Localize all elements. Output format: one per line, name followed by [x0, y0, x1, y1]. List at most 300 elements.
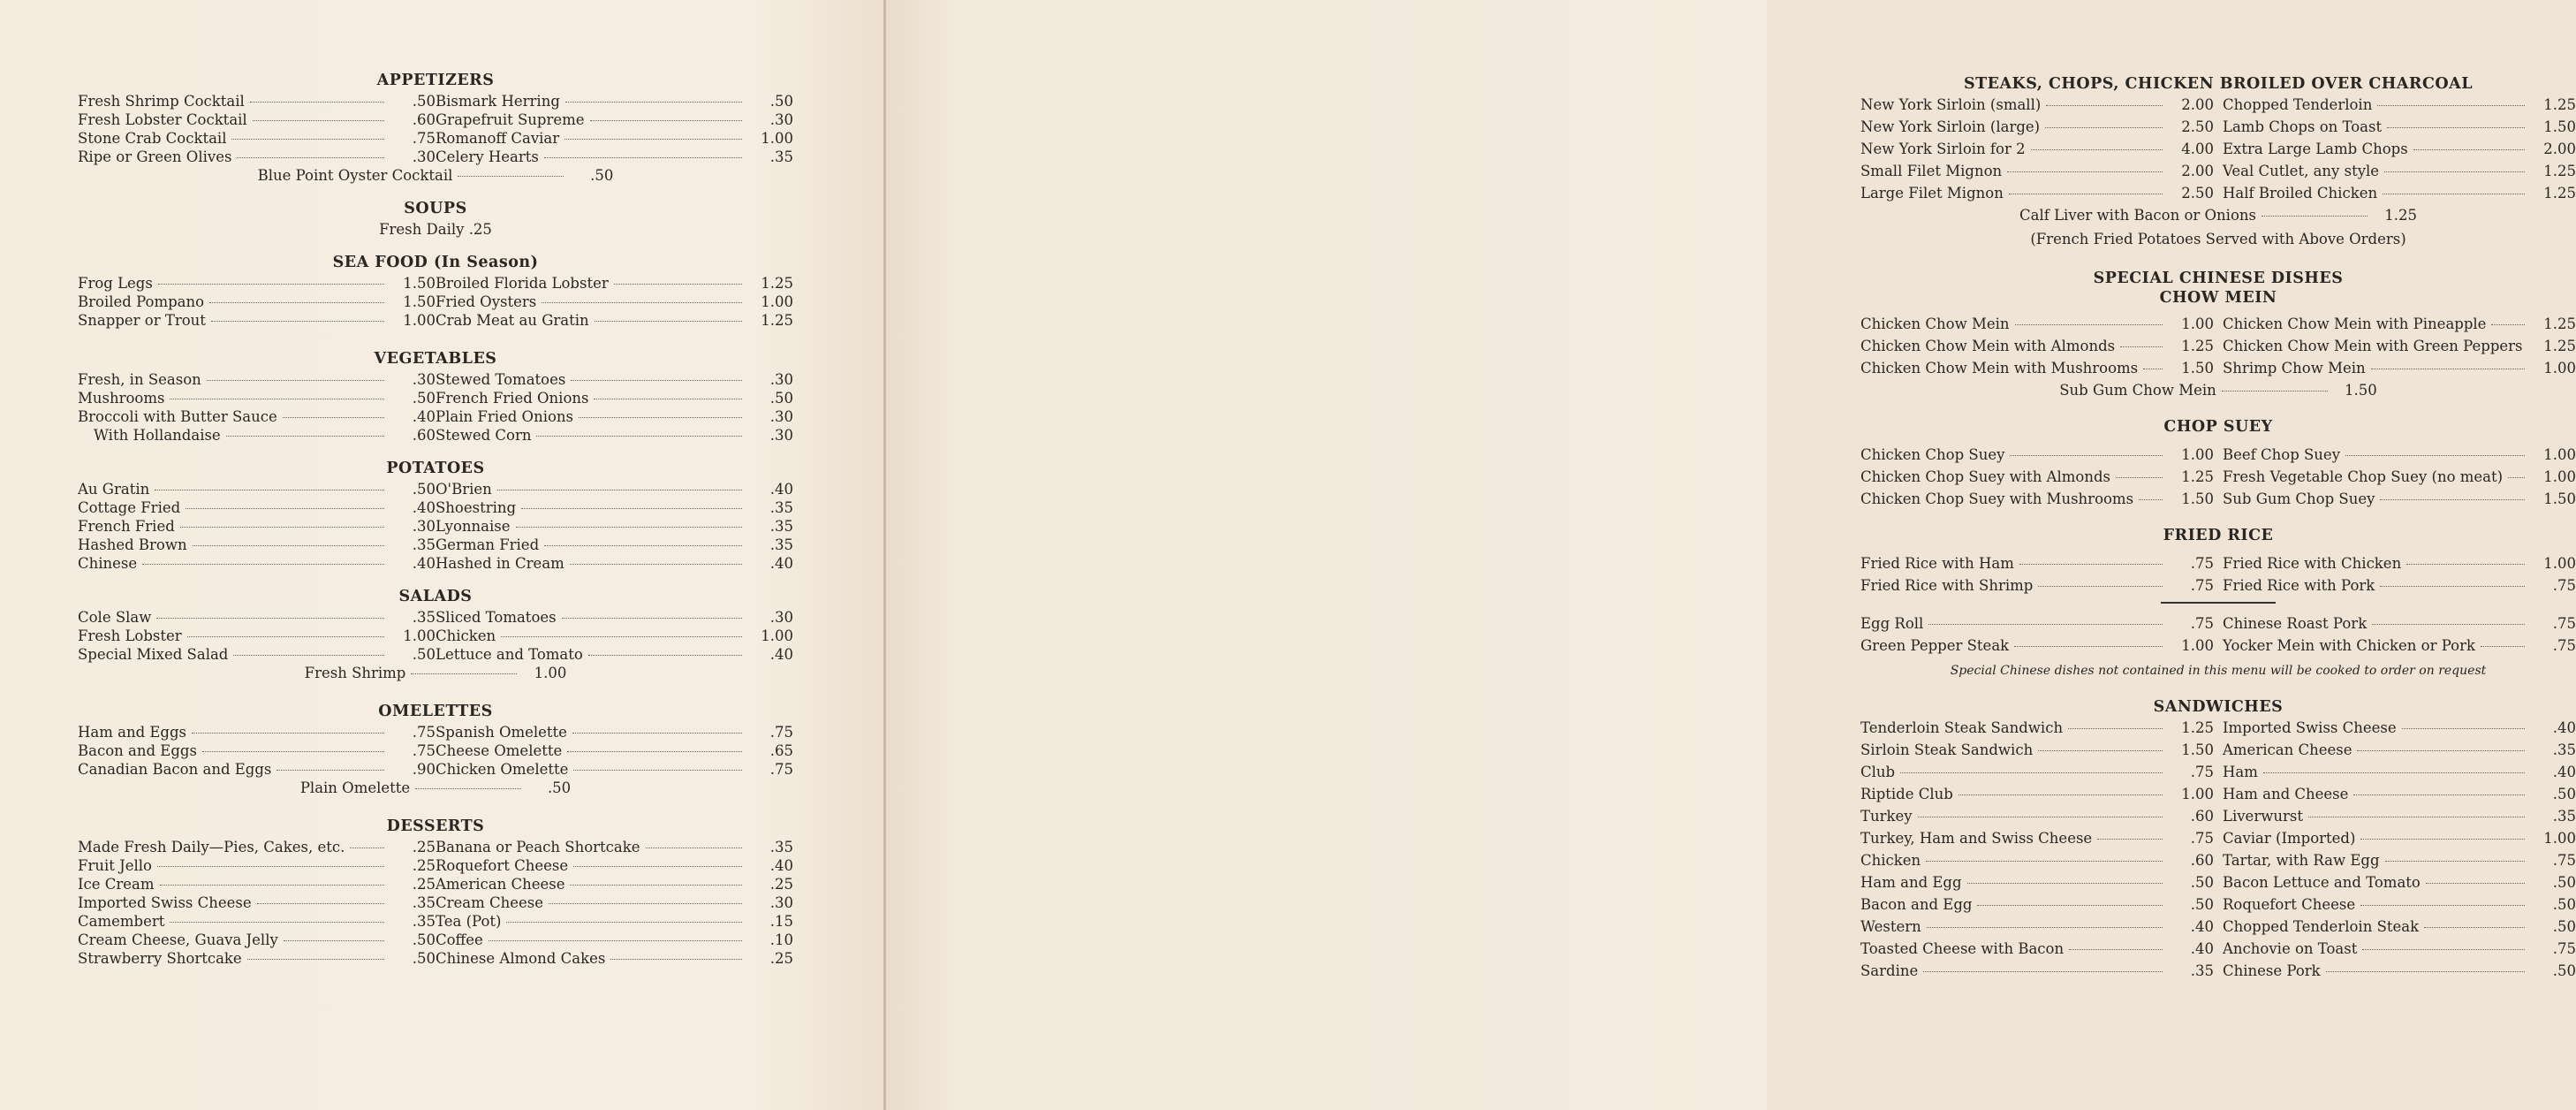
menu-item-name: Sub Gum Chop Suey — [2223, 490, 2375, 507]
leader-dots — [2353, 794, 2525, 795]
menu-item-price: .75 — [2190, 615, 2214, 632]
leader-dots — [247, 959, 384, 960]
menu-item-name: Chicken Chow Mein with Almonds — [1860, 338, 2116, 354]
leader-dots — [415, 788, 521, 789]
leader-dots — [2406, 564, 2525, 565]
menu-item-name: Frog Legs — [78, 275, 153, 292]
menu-item-price: 2.00 — [2181, 163, 2214, 179]
menu-item-name: Bismark Herring — [436, 93, 560, 110]
menu-item-name: Celery Hearts — [436, 148, 539, 165]
menu-item — [1860, 851, 2214, 873]
menu-column — [436, 838, 793, 968]
menu-item — [78, 856, 436, 875]
menu-item-price: 1.25 — [2543, 163, 2576, 179]
menu-item-price: .25 — [412, 876, 436, 893]
menu-item-name: Ice Cream — [78, 876, 155, 893]
leader-dots — [521, 508, 742, 509]
menu-item-price: .35 — [769, 499, 793, 516]
menu-item — [2223, 184, 2576, 206]
menu-item-price: 1.25 — [2384, 207, 2417, 224]
menu-item-price: .90 — [412, 761, 436, 778]
menu-item — [2223, 576, 2576, 598]
menu-item — [78, 293, 436, 311]
menu-item-price: .40 — [2190, 940, 2214, 957]
menu-item-name: Extra Large Lamb Chops — [2223, 141, 2408, 157]
menu-item-name: American Cheese — [2223, 741, 2352, 758]
menu-item-price: 1.25 — [2181, 719, 2214, 736]
menu-item-name: Egg Roll — [1860, 615, 1924, 632]
menu-item-price: .75 — [769, 761, 793, 778]
menu-item — [78, 627, 436, 645]
menu-item — [436, 949, 793, 968]
menu-item — [78, 741, 436, 760]
leader-dots — [2491, 324, 2525, 325]
leader-dots — [544, 545, 742, 546]
menu-column — [436, 274, 793, 330]
menu-item-name: Stewed Corn — [436, 427, 532, 444]
menu-item-name: Chicken Chow Mein — [1860, 316, 2010, 332]
leader-dots — [536, 436, 742, 437]
leader-dots — [1926, 861, 2163, 862]
menu-item — [436, 426, 793, 445]
menu-item-name: Cream Cheese — [436, 894, 544, 911]
menu-item-name: Plain Omelette — [299, 779, 411, 796]
leader-dots — [2402, 728, 2525, 729]
leader-dots — [588, 655, 742, 656]
menu-item-name: Plain Fried Onions — [436, 408, 574, 425]
menu-item — [436, 498, 793, 517]
leader-dots — [2069, 949, 2163, 950]
section-title: SANDWICHES — [2153, 698, 2284, 716]
menu-column — [2223, 445, 2576, 512]
right-page — [886, 0, 2576, 1110]
menu-item — [1860, 785, 2214, 807]
menu-item — [436, 760, 793, 779]
menu-item — [1860, 763, 2214, 785]
menu-item — [78, 407, 436, 426]
menu-item-price: .75 — [2190, 830, 2214, 847]
menu-item-price: 1.25 — [2543, 185, 2576, 201]
menu-item-name: Strawberry Shortcake — [78, 950, 242, 967]
menu-item-name: Chicken Chop Suey with Almonds — [1860, 468, 2110, 485]
menu-column — [2223, 554, 2576, 598]
center-item — [1860, 206, 2576, 228]
menu-item-price: .75 — [2552, 852, 2576, 869]
menu-item-name: Hashed in Cream — [436, 555, 564, 572]
center-item — [1860, 381, 2576, 403]
menu-item-price: 1.50 — [2181, 360, 2214, 376]
menu-item — [1860, 939, 2214, 962]
menu-item-name: Chopped Tenderloin Steak — [2223, 918, 2420, 935]
menu-item — [2223, 445, 2576, 468]
leader-dots — [2345, 455, 2525, 456]
leader-dots — [1923, 971, 2163, 972]
section-columns — [1860, 554, 2576, 598]
leader-dots — [237, 157, 384, 158]
menu-item — [1860, 184, 2214, 206]
menu-item-price: .50 — [2552, 962, 2576, 979]
leader-dots — [2387, 127, 2525, 128]
menu-item — [78, 760, 436, 779]
menu-item — [1860, 554, 2214, 576]
section-columns — [1860, 315, 2576, 381]
menu-item-price: 4.00 — [2181, 141, 2214, 157]
menu-item-name: Western — [1860, 918, 1921, 935]
menu-item-name: Stewed Tomatoes — [436, 371, 566, 388]
menu-item-price: 1.50 — [2181, 490, 2214, 507]
menu-column — [78, 274, 436, 330]
menu-item-price: 1.25 — [761, 275, 793, 292]
menu-item-price: .60 — [2190, 808, 2214, 825]
menu-item-price: .75 — [2552, 577, 2576, 594]
leader-dots — [2385, 861, 2525, 862]
menu-item-price: 1.00 — [2181, 637, 2214, 654]
menu-item — [436, 110, 793, 129]
leader-dots — [506, 922, 742, 923]
menu-item-name: Calf Liver with Bacon or Onions — [2019, 207, 2256, 224]
menu-item-name: Special Mixed Salad — [78, 646, 229, 663]
menu-item-price: .40 — [769, 555, 793, 572]
menu-item-price: .35 — [2190, 962, 2214, 979]
leader-dots — [573, 866, 742, 867]
menu-item — [1860, 873, 2214, 895]
leader-dots — [156, 618, 384, 619]
menu-item — [1860, 962, 2214, 984]
section-title: VEGETABLES — [374, 350, 497, 368]
menu-item — [436, 608, 793, 627]
menu-item-name: Green Pepper Steak — [1860, 637, 2010, 654]
leader-dots — [489, 940, 742, 941]
menu-item-name: Toasted Cheese with Bacon — [1860, 940, 2065, 957]
menu-item — [78, 389, 436, 407]
menu-item-name: New York Sirloin (small) — [1860, 96, 2042, 113]
menu-item — [78, 912, 436, 931]
menu-item-name: Coffee — [436, 931, 483, 948]
menu-item-price: .15 — [769, 913, 793, 930]
menu-item-price: .30 — [769, 427, 793, 444]
leader-dots — [2038, 586, 2163, 587]
menu-column — [78, 723, 436, 779]
center-item — [78, 166, 793, 185]
section-columns — [1860, 718, 2576, 984]
menu-item — [2223, 468, 2576, 490]
section-columns — [78, 480, 793, 573]
menu-item-name: Sirloin Steak Sandwich — [1860, 741, 2034, 758]
leader-dots — [2377, 105, 2525, 106]
menu-item — [78, 949, 436, 968]
menu-item-name: Fried Rice with Chicken — [2223, 555, 2402, 572]
menu-item-name: American Cheese — [436, 876, 565, 893]
menu-item — [436, 554, 793, 573]
menu-column — [436, 608, 793, 664]
menu-item-price: 1.00 — [2543, 555, 2576, 572]
menu-item-name: New York Sirloin for 2 — [1860, 141, 2026, 157]
menu-column — [436, 92, 793, 166]
menu-item-price: .30 — [412, 148, 436, 165]
menu-item — [1860, 829, 2214, 851]
menu-item-price: .30 — [412, 371, 436, 388]
leader-dots — [595, 321, 742, 322]
menu-item-price: .30 — [769, 111, 793, 128]
leader-dots — [2380, 499, 2525, 500]
menu-item — [2223, 917, 2576, 939]
menu-item-price: .40 — [2552, 764, 2576, 780]
menu-item-name: Mushrooms — [78, 390, 165, 407]
leader-dots — [2014, 646, 2163, 647]
leader-dots — [277, 770, 384, 771]
menu-item-price: .35 — [769, 839, 793, 855]
menu-item-price: .40 — [769, 857, 793, 874]
leader-dots — [590, 120, 742, 121]
menu-item-price: .40 — [412, 408, 436, 425]
menu-item — [436, 627, 793, 645]
menu-item — [2223, 490, 2576, 512]
menu-item-price: 1.00 — [761, 627, 793, 644]
menu-column — [2223, 614, 2576, 658]
leader-dots — [192, 733, 384, 734]
menu-item-name: Broiled Pompano — [78, 293, 205, 310]
menu-item — [2223, 140, 2576, 162]
menu-item-price: .50 — [412, 950, 436, 967]
menu-item-name: Sardine — [1860, 962, 1919, 979]
leader-dots — [614, 284, 742, 285]
menu-column — [78, 480, 436, 573]
menu-column — [78, 370, 436, 445]
menu-item-price: 1.00 — [403, 312, 436, 329]
menu-item — [1860, 741, 2214, 763]
menu-item-name: Imported Swiss Cheese — [78, 894, 252, 911]
menu-item-price: .50 — [412, 481, 436, 498]
leader-dots — [283, 417, 384, 418]
menu-item — [436, 838, 793, 856]
menu-item-price: .50 — [2190, 874, 2214, 891]
menu-item — [436, 875, 793, 893]
menu-item-name: Bacon and Eggs — [78, 742, 197, 759]
menu-item-name: Cream Cheese, Guava Jelly — [78, 931, 278, 948]
menu-item-price: 1.50 — [2345, 382, 2377, 399]
leader-dots — [2031, 149, 2163, 150]
leader-dots — [572, 733, 742, 734]
menu-item-name: Shoestring — [436, 499, 517, 516]
section-columns — [78, 274, 793, 330]
menu-item-name: Small Filet Mignon — [1860, 163, 2003, 179]
leader-dots — [411, 673, 517, 674]
leader-dots — [544, 157, 742, 158]
leader-dots — [1959, 794, 2163, 795]
menu-item — [78, 536, 436, 554]
menu-column — [1860, 718, 2214, 984]
menu-item-name: Camembert — [78, 913, 165, 930]
leader-dots — [2097, 839, 2163, 840]
menu-item-name: Chinese Roast Pork — [2223, 615, 2368, 632]
section-title: SPECIAL CHINESE DISHES — [2093, 270, 2344, 287]
leader-dots — [170, 922, 384, 923]
menu-item — [436, 92, 793, 110]
steaks-note: (French Fried Potatoes Served with Above Orders) — [2030, 231, 2406, 247]
leader-dots — [2360, 839, 2525, 840]
menu-item-name: Canadian Bacon and Eggs — [78, 761, 272, 778]
menu-item — [1860, 614, 2214, 636]
leader-dots — [2045, 127, 2163, 128]
menu-item — [436, 148, 793, 166]
menu-item-price: 1.00 — [2181, 446, 2214, 463]
menu-item-price: .35 — [412, 536, 436, 553]
menu-item — [78, 370, 436, 389]
leader-dots — [2384, 171, 2525, 172]
leader-dots — [231, 139, 384, 140]
leader-dots — [1900, 772, 2163, 773]
leader-dots — [570, 885, 742, 886]
menu-item-price: .40 — [769, 646, 793, 663]
menu-item-name: Beef Chop Suey — [2223, 446, 2341, 463]
menu-item-price: .50 — [2552, 874, 2576, 891]
menu-item-price: .35 — [412, 894, 436, 911]
menu-column — [2223, 315, 2576, 381]
menu-item-name: Ham and Cheese — [2223, 786, 2349, 802]
menu-item-name: Hashed Brown — [78, 536, 187, 553]
menu-item-price: .50 — [2552, 896, 2576, 913]
menu-item-price: .30 — [769, 894, 793, 911]
leader-dots — [2372, 624, 2525, 625]
section-title: OMELETTES — [378, 703, 493, 720]
menu-item-name: Chicken Chow Mein with Pineapple — [2223, 316, 2487, 332]
menu-item-name: Caviar (Imported) — [2223, 830, 2356, 847]
menu-item-price: .75 — [2552, 940, 2576, 957]
menu-item-price: 1.25 — [2543, 96, 2576, 113]
menu-item — [436, 856, 793, 875]
menu-item — [436, 480, 793, 498]
menu-item-price: 1.00 — [2543, 468, 2576, 485]
menu-item-name: French Fried Onions — [436, 390, 589, 407]
menu-item-name: Roquefort Cheese — [436, 857, 569, 874]
leader-dots — [2413, 149, 2525, 150]
leader-dots — [458, 176, 564, 177]
menu-item-price: .65 — [769, 742, 793, 759]
menu-item-name: Chicken Omelette — [436, 761, 569, 778]
menu-item — [1860, 576, 2214, 598]
menu-item — [2223, 718, 2576, 741]
menu-item-name: Imported Swiss Cheese — [2223, 719, 2397, 736]
leader-dots — [2019, 564, 2163, 565]
menu-item-name: Ham — [2223, 764, 2258, 780]
menu-item — [2223, 939, 2576, 962]
menu-column — [1860, 95, 2214, 206]
menu-item-price: .30 — [769, 371, 793, 388]
menu-item-name: Chicken Chow Mein with Mushrooms — [1860, 360, 2139, 376]
menu-item-name: Lamb Chops on Toast — [2223, 118, 2383, 135]
menu-item-name: Tea (Pot) — [436, 913, 502, 930]
menu-item-price: 1.25 — [761, 312, 793, 329]
menu-item — [1860, 162, 2214, 184]
menu-item-price: .35 — [2552, 808, 2576, 825]
menu-item — [436, 912, 793, 931]
menu-item-name: New York Sirloin (large) — [1860, 118, 2041, 135]
menu-item-price: 1.25 — [2543, 316, 2576, 332]
menu-item — [2223, 614, 2576, 636]
menu-item-name: Bacon and Egg — [1860, 896, 1973, 913]
menu-item — [1860, 807, 2214, 829]
leader-dots — [2263, 772, 2525, 773]
leader-dots — [501, 636, 742, 637]
section-title: DESSERTS — [386, 817, 485, 835]
menu-item-price: .75 — [2190, 577, 2214, 594]
leader-dots — [2139, 499, 2163, 500]
leader-dots — [187, 636, 384, 637]
menu-item — [78, 480, 436, 498]
menu-item-price: .35 — [2552, 741, 2576, 758]
menu-item — [1860, 468, 2214, 490]
section-subtitle: CHOW MEIN — [2159, 289, 2277, 307]
menu-column — [78, 92, 436, 166]
menu-item-price: .30 — [412, 518, 436, 535]
menu-item-price: 1.50 — [2543, 490, 2576, 507]
menu-item-price: 2.00 — [2543, 141, 2576, 157]
menu-column — [1860, 554, 2214, 598]
menu-item — [2223, 807, 2576, 829]
menu-item-price: .75 — [412, 742, 436, 759]
menu-item-name: Broiled Florida Lobster — [436, 275, 609, 292]
menu-column — [1860, 614, 2214, 658]
menu-item — [78, 893, 436, 912]
section-columns — [1860, 614, 2576, 658]
menu-item-name: Sub Gum Chow Mein — [2059, 382, 2216, 399]
menu-item — [436, 370, 793, 389]
leader-dots — [2326, 971, 2525, 972]
menu-item — [78, 110, 436, 129]
menu-item-name: Roquefort Cheese — [2223, 896, 2356, 913]
menu-item-name: Crab Meat au Gratin — [436, 312, 589, 329]
leader-dots — [562, 618, 742, 619]
leader-dots — [202, 751, 384, 752]
menu-item — [78, 875, 436, 893]
leader-dots — [186, 508, 384, 509]
leader-dots — [2424, 927, 2525, 928]
menu-item-price: 1.00 — [2181, 316, 2214, 332]
leader-dots — [2015, 324, 2163, 325]
menu-item-price: .75 — [2190, 764, 2214, 780]
menu-item — [2223, 95, 2576, 118]
menu-item-name: Shrimp Chow Mein — [2223, 360, 2366, 376]
menu-item — [436, 741, 793, 760]
menu-item-price: .35 — [412, 913, 436, 930]
menu-item-name: Fresh, in Season — [78, 371, 201, 388]
menu-item-name: Bacon Lettuce and Tomato — [2223, 874, 2421, 891]
menu-item-name: Stone Crab Cocktail — [78, 130, 227, 147]
menu-item-name: Large Filet Mignon — [1860, 185, 2004, 201]
menu-item-price: .40 — [2190, 918, 2214, 935]
menu-item-price: 1.00 — [2543, 360, 2576, 376]
menu-item-price: 1.00 — [534, 665, 567, 681]
menu-column — [78, 838, 436, 968]
menu-item-name: Snapper or Trout — [78, 312, 206, 329]
menu-item-price: 1.50 — [403, 275, 436, 292]
menu-item — [2223, 829, 2576, 851]
leader-dots — [2038, 750, 2163, 751]
leader-dots — [2380, 586, 2525, 587]
menu-item — [436, 311, 793, 330]
menu-item — [436, 407, 793, 426]
menu-item — [78, 723, 436, 741]
leader-dots — [211, 321, 384, 322]
menu-item-name: Chinese Pork — [2223, 962, 2321, 979]
menu-item — [78, 838, 436, 856]
menu-item — [436, 293, 793, 311]
menu-item-name: Fried Rice with Shrimp — [1860, 577, 2034, 594]
menu-item — [2223, 851, 2576, 873]
section-title: SALADS — [398, 588, 473, 605]
menu-item — [2223, 895, 2576, 917]
left-menu — [78, 69, 793, 968]
